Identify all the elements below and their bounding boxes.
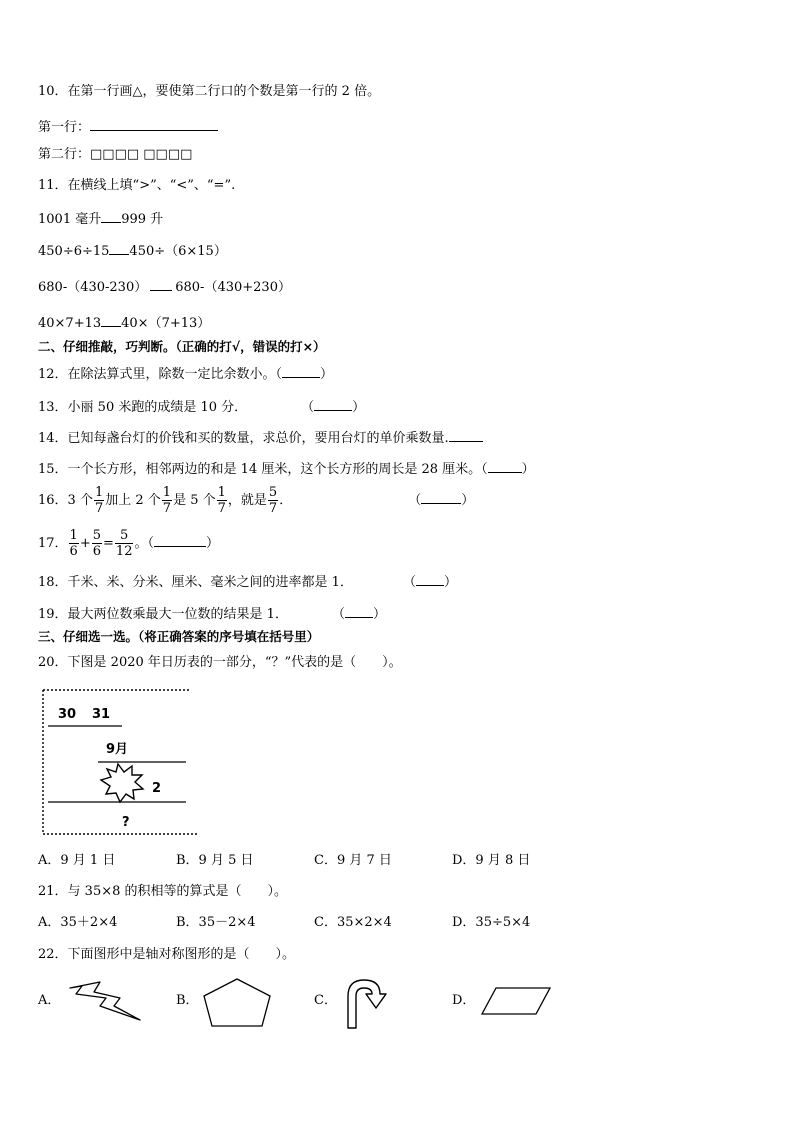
fraction-denominator: 7 — [268, 501, 278, 516]
q11-blank[interactable] — [109, 240, 129, 255]
q17-text-1: 17． — [38, 536, 68, 551]
q16-fraction-2 — [162, 485, 172, 516]
q19 — [38, 603, 386, 624]
q18-blank[interactable] — [416, 571, 444, 586]
q18-open: （ — [402, 575, 416, 590]
q22-option-b[interactable]: B． — [176, 993, 199, 1008]
q13 — [38, 396, 365, 417]
q10-text: 10．在第一行画△，要使第二行口的个数是第一行的 2 倍。 — [38, 84, 381, 99]
q10-row2 — [38, 146, 192, 164]
q11-item-2 — [38, 240, 227, 261]
q19-text: 19．最大两位数乘最大一位数的结果是 1． — [38, 607, 288, 622]
q11-item-right: 999 升 — [121, 212, 164, 227]
q16-text-3: 是 5 个 — [173, 493, 216, 508]
q11-item-3 — [38, 276, 291, 297]
q12 — [38, 363, 333, 384]
q14-blank[interactable] — [449, 427, 483, 442]
q17-close: ） — [205, 536, 219, 551]
q11-item-right: 450÷（6×15） — [129, 244, 227, 259]
q21-text: 21．与 35×8 的积相等的算式是（ ）。 — [38, 884, 288, 899]
q22-option-a[interactable]: A． — [38, 993, 61, 1008]
q11-item-4 — [38, 312, 210, 333]
fraction-numerator: 1 — [94, 485, 104, 500]
q12-text: 12．在除法算式里，除数一定比余数小。（ — [38, 367, 283, 382]
q22-text: 22．下面图形中是轴对称图形的是（ ）。 — [38, 947, 296, 962]
q11-blank[interactable] — [101, 208, 121, 223]
q10-row1-label: 第一行： — [38, 120, 91, 135]
calendar-month-label: 9月 — [106, 742, 129, 757]
fraction-numerator: 1 — [69, 528, 78, 543]
q16-text-4: ，就是 — [227, 493, 267, 508]
q17 — [38, 527, 219, 561]
q10-row2-label: 第二行： — [38, 147, 91, 162]
fraction-numerator: 1 — [162, 485, 172, 500]
q17-blank[interactable] — [154, 532, 206, 547]
q13-blank[interactable] — [314, 396, 352, 411]
fraction-numerator: 1 — [217, 485, 226, 500]
q12-blank[interactable] — [282, 363, 320, 378]
q16-text-1: 16．3 个 — [38, 493, 93, 508]
calendar-day-30: 30 — [58, 707, 77, 722]
q11-text: 11．在横线上填“>”、“<”、“=”. — [38, 178, 236, 193]
q21-option-c[interactable]: C．35×2×4 — [314, 915, 392, 930]
fraction-numerator: 5 — [268, 485, 278, 500]
q12-close: ） — [320, 367, 334, 382]
parallelogram-icon — [478, 984, 554, 1018]
q17-plus: + — [79, 536, 91, 551]
q14-text: 14．已知每盏台灯的价钱和买的数量，求总价，要用台灯的单价乘数量. — [38, 431, 449, 446]
q17-fraction-3 — [115, 528, 134, 559]
q16-fraction-3 — [217, 485, 227, 516]
q10-row1 — [38, 116, 218, 137]
q17-fraction-2 — [92, 528, 102, 559]
q18-text: 18．千米、米、分米、厘米、毫米之间的进率都是 1． — [38, 575, 353, 590]
q20-option-b[interactable]: B．9 月 5 日 — [176, 853, 254, 868]
q22-option-d[interactable]: D． — [452, 993, 476, 1008]
q15-blank[interactable] — [488, 458, 522, 473]
q22-option-c[interactable]: C． — [314, 993, 337, 1008]
q15-text: 15．一个长方形，相邻两边的和是 14 厘米，这个长方形的周长是 28 厘米。（ — [38, 462, 488, 477]
q21-option-b[interactable]: B．35－2×4 — [176, 915, 256, 930]
q18 — [38, 571, 457, 592]
q16-text-2: 加上 2 个 — [105, 493, 161, 508]
calendar-day-31: 31 — [92, 707, 111, 722]
q11-blank[interactable] — [150, 276, 172, 291]
q21-option-a[interactable]: A．35＋2×4 — [38, 915, 118, 930]
q13-close: ） — [352, 400, 366, 415]
fraction-denominator: 7 — [162, 501, 172, 516]
section-3-heading: 三、仔细选一选。（将正确答案的序号填在括号里） — [38, 629, 320, 644]
pentagon-icon — [200, 976, 274, 1030]
fraction-numerator: 5 — [115, 528, 134, 544]
q19-close: ） — [372, 607, 386, 622]
q11-item-right: 680-（430+230） — [175, 280, 291, 295]
q16-fraction-1 — [94, 485, 104, 516]
calendar-figure — [38, 686, 204, 838]
q16-blank[interactable] — [421, 489, 461, 504]
q17-equals: = — [103, 536, 114, 551]
q18-close: ） — [443, 575, 457, 590]
q19-open: （ — [331, 607, 345, 622]
q11-item-left: 680-（430-230） — [38, 280, 148, 295]
starburst-icon — [101, 764, 143, 802]
q16-fraction-4 — [268, 485, 278, 516]
q11-item-left: 40×7+13 — [38, 316, 102, 331]
q20-option-d[interactable]: D．9 月 8 日 — [452, 853, 531, 868]
calendar-unknown-mark: ? — [122, 815, 130, 830]
q11-item-1 — [38, 208, 163, 229]
fraction-numerator: 5 — [92, 528, 102, 543]
q16-text-5: ． — [279, 493, 293, 508]
q10-row2-squares: □□□□ □□□□ — [90, 147, 193, 162]
q11-blank[interactable] — [101, 312, 121, 327]
fraction-denominator: 7 — [217, 501, 226, 516]
q20-option-a[interactable]: A．9 月 1 日 — [38, 853, 116, 868]
q17-text-2: 。（ — [134, 536, 154, 551]
q15 — [38, 458, 535, 479]
q21-option-d[interactable]: D．35÷5×4 — [452, 915, 531, 930]
u-turn-arrow-icon — [340, 974, 400, 1032]
q19-blank[interactable] — [345, 603, 373, 618]
q16-open: （ — [408, 493, 422, 508]
lightning-icon — [64, 980, 144, 1024]
q13-open: （ — [301, 400, 315, 415]
fraction-denominator: 12 — [115, 544, 133, 559]
fraction-denominator: 7 — [94, 501, 104, 516]
q16-close: ） — [461, 493, 475, 508]
q20-text: 20．下图是 2020 年日历表的一部分，“？”代表的是（ ）。 — [38, 655, 402, 670]
calendar-day-2: 2 — [152, 781, 162, 796]
fraction-denominator: 6 — [69, 544, 78, 559]
q11-item-left: 450÷6÷15 — [38, 244, 110, 259]
q10-row1-blank[interactable] — [90, 116, 218, 131]
q11-item-right: 40×（7+13） — [121, 316, 211, 331]
q17-fraction-1 — [69, 528, 79, 559]
q14 — [38, 427, 483, 448]
q20-option-c[interactable]: C．9 月 7 日 — [314, 853, 392, 868]
q13-text: 13．小丽 50 米跑的成绩是 10 分． — [38, 400, 248, 415]
q16 — [38, 484, 474, 518]
q15-close: ） — [521, 462, 535, 477]
fraction-denominator: 6 — [92, 544, 102, 559]
section-2-heading: 二、仔细推敲，巧判断。（正确的打√，错误的打×） — [38, 339, 326, 354]
q11-item-left: 1001 毫升 — [38, 212, 102, 227]
